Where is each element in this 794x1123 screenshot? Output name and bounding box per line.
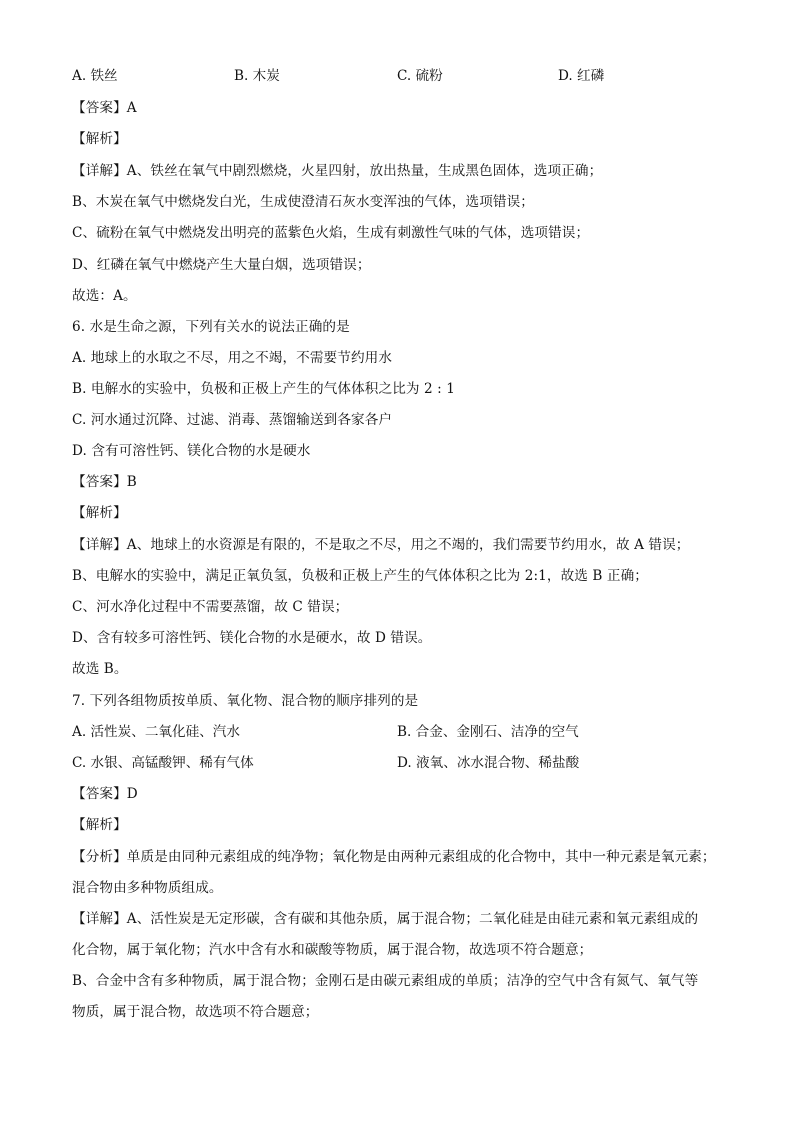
- q5-explanation-line: B、木炭在氧气中燃烧发白光，生成使澄清石灰水变浑浊的气体，选项错误；: [72, 194, 534, 210]
- q5-analysis-heading: 【解析】: [72, 131, 127, 147]
- q6-option-b: B. 电解水的实验中，负极和正极上产生的气体体积之比为 2 : 1: [72, 381, 456, 397]
- q6-option-d: D. 含有可溶性钙、镁化合物的水是硬水: [72, 443, 311, 459]
- q7-analysis-heading: 【解析】: [72, 817, 127, 833]
- q7-option-a: A. 活性炭、二氧化硅、汽水: [72, 724, 240, 740]
- q6-analysis-heading: 【解析】: [72, 505, 127, 521]
- q5-option-d: D. 红磷: [558, 68, 605, 84]
- q6-option-c: C. 河水通过沉降、过滤、消毒、蒸馏输送到各家各户: [72, 412, 393, 428]
- q7-explanation-line: 化合物，属于氧化物；汽水中含有水和碳酸等物质，属于混合物，故选项不符合题意；: [72, 942, 593, 958]
- q5-option-a: A. 铁丝: [72, 68, 118, 84]
- q6-explanation-line: 【详解】A、地球上的水资源是有限的，不是取之不尽，用之不竭的，我们需要节约用水，故 A 错误；: [72, 537, 690, 553]
- q7-analysis-line: 【分析】单质是由同种元素组成的纯净物；氧化物是由两种元素组成的化合物中，其中一种元素是氧元素；: [72, 849, 716, 865]
- q6-explanation-line: D、含有较多可溶性钙、镁化合物的水是硬水，故 D 错误。: [72, 630, 432, 646]
- q5-answer: 【答案】A: [72, 100, 137, 116]
- q6-explanation-line: B、电解水的实验中，满足正氧负氢，负极和正极上产生的气体体积之比为 2:1，故选 B 正确；: [72, 568, 648, 584]
- q5-conclusion: 故选：A。: [72, 288, 137, 304]
- q5-option-c: C. 硫粉: [397, 68, 443, 84]
- q7-option-c: C. 水银、高锰酸钾、稀有气体: [72, 755, 254, 771]
- q5-explanation-line: 【详解】A、铁丝在氧气中剧烈燃烧，火星四射，放出热量，生成黑色固体，选项正确；: [72, 163, 603, 179]
- q7-explanation-line: B、合金中含有多种物质，属于混合物；金刚石是由碳元素组成的单质；洁净的空气中含有氮气、氧气等: [72, 973, 699, 989]
- q7-option-b: B. 合金、金刚石、洁净的空气: [397, 724, 579, 740]
- q5-explanation-line: D、红磷在氧气中燃烧产生大量白烟，选项错误；: [72, 257, 371, 273]
- q6-answer: 【答案】B: [72, 474, 137, 490]
- q5-option-b: B. 木炭: [234, 68, 280, 84]
- q7-explanation-line: 物质，属于混合物，故选项不符合题意；: [72, 1004, 319, 1020]
- q6-explanation-line: C、河水净化过程中不需要蒸馏，故 C 错误；: [72, 599, 349, 615]
- q7-option-d: D. 液氧、冰水混合物、稀盐酸: [397, 755, 580, 771]
- q7-analysis-line: 混合物由多种物质组成。: [72, 880, 223, 896]
- q7-explanation-line: 【详解】A、活性炭是无定形碳，含有碳和其他杂质，属于混合物；二氧化硅是由硅元素和氧元素组成的: [72, 911, 699, 927]
- q7-answer: 【答案】D: [72, 786, 138, 802]
- q6-option-a: A. 地球上的水取之不尽，用之不竭，不需要节约用水: [72, 350, 393, 366]
- q6-stem: 6. 水是生命之源，下列有关水的说法正确的是: [72, 319, 350, 335]
- q5-explanation-line: C、硫粉在氧气中燃烧发出明亮的蓝紫色火焰，生成有刺激性气味的气体，选项错误；: [72, 225, 590, 241]
- q6-conclusion: 故选 B。: [72, 661, 128, 677]
- q7-stem: 7. 下列各组物质按单质、氧化物、混合物的顺序排列的是: [72, 693, 419, 709]
